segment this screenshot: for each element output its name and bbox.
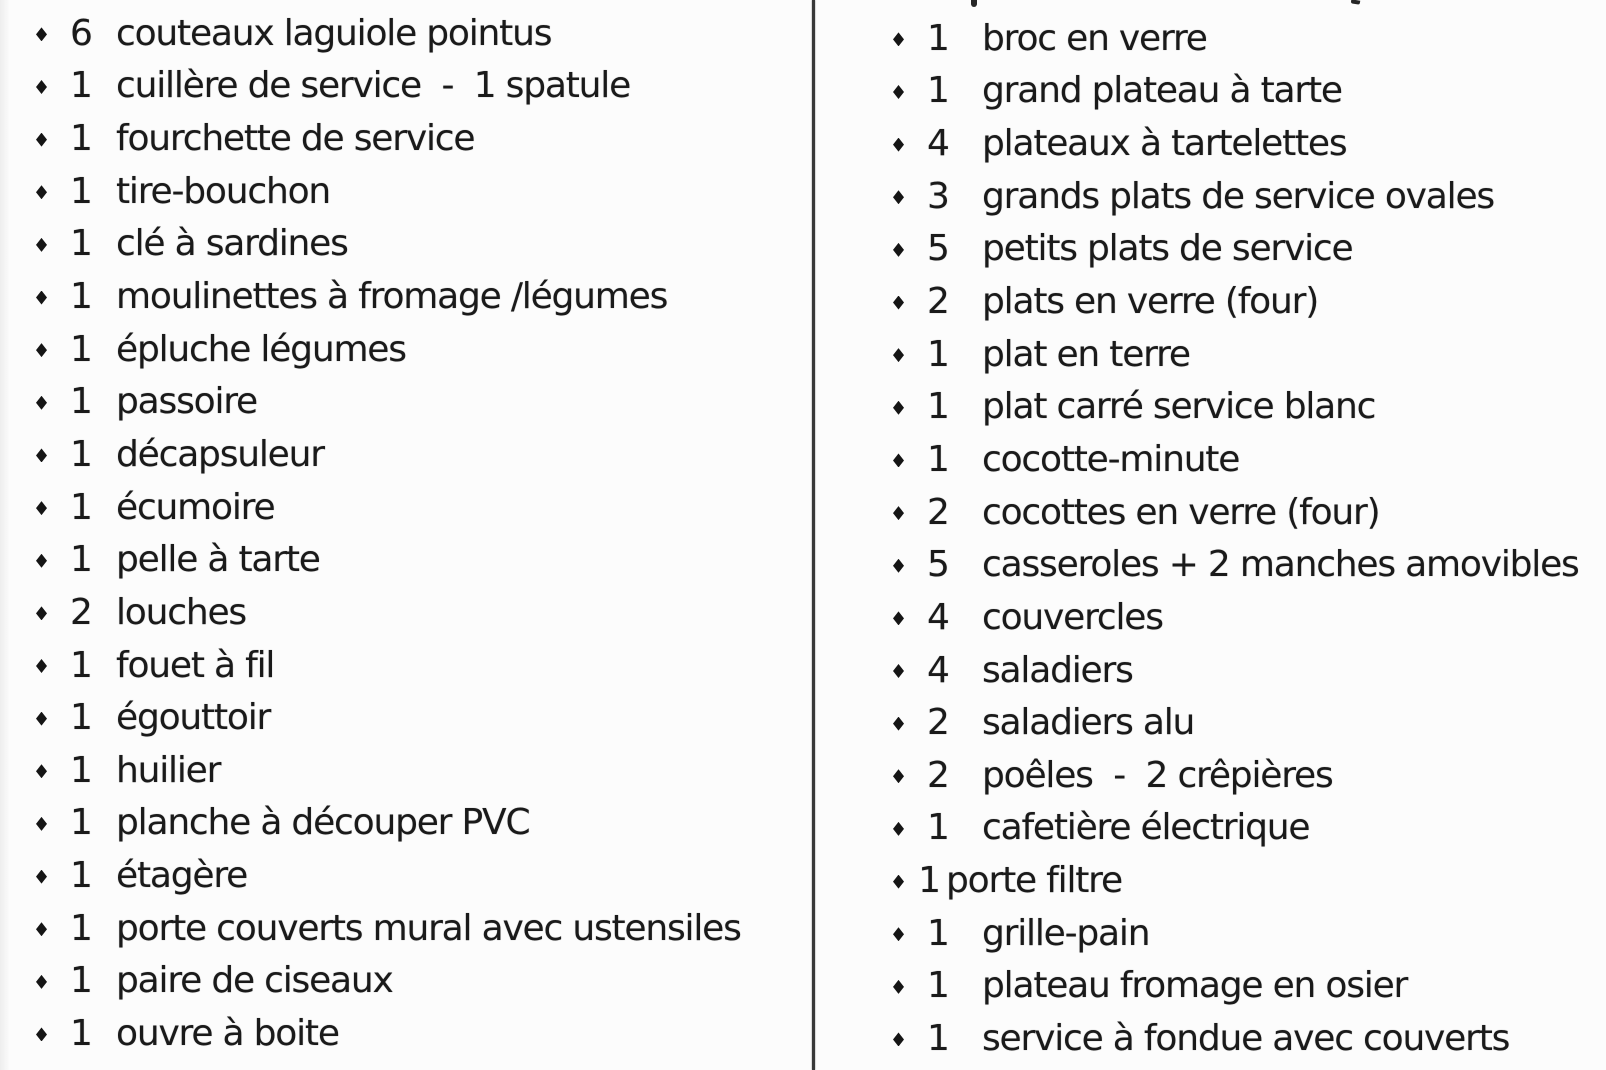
list-item	[36, 112, 741, 165]
list-item	[893, 65, 1579, 118]
diamond-bullet-icon	[893, 506, 904, 520]
diamond-bullet-icon	[36, 1027, 47, 1041]
item-label: plateaux à tartelettes	[982, 123, 1347, 165]
diamond-bullet-icon	[893, 348, 904, 362]
item-quantity: 1	[927, 438, 949, 480]
item-quantity: 1	[70, 170, 92, 212]
list-item	[893, 170, 1579, 223]
item-label: huilier	[116, 749, 221, 791]
item-quantity: 1	[927, 965, 949, 1007]
item-quantity: 1	[70, 433, 92, 475]
diamond-bullet-icon	[36, 712, 47, 726]
item-label: décapsuleur	[116, 433, 324, 475]
diamond-bullet-icon	[893, 664, 904, 678]
item-label: couvercles	[982, 596, 1163, 638]
diamond-bullet-icon	[36, 80, 47, 94]
item-quantity: 1	[927, 386, 949, 428]
item-label: saladiers	[982, 649, 1133, 691]
diamond-bullet-icon	[36, 291, 47, 305]
list-item	[36, 691, 741, 744]
item-label: cocotte-minute	[982, 438, 1240, 480]
item-quantity: 1	[70, 539, 92, 581]
list-item	[36, 533, 741, 586]
diamond-bullet-icon	[36, 501, 47, 515]
item-label: plats en verre (four)	[982, 281, 1319, 323]
item-quantity: 1	[927, 333, 949, 375]
list-item	[893, 591, 1579, 644]
item-label: broc en verre	[982, 17, 1207, 59]
item-label: grand plateau à tarte	[982, 70, 1342, 112]
item-quantity: 5	[927, 228, 949, 270]
item-quantity: 1	[70, 328, 92, 370]
item-label: tire-bouchon	[116, 170, 331, 212]
item-label: plat en terre	[982, 333, 1190, 375]
item-label: louches	[116, 591, 246, 633]
diamond-bullet-icon	[893, 243, 904, 257]
list-item	[36, 165, 741, 218]
item-label: plateau fromage en osier	[982, 965, 1408, 1007]
item-label: moulinettes à fromage /légumes	[116, 276, 668, 318]
diamond-bullet-icon	[893, 875, 904, 889]
diamond-bullet-icon	[36, 448, 47, 462]
list-item	[893, 486, 1579, 539]
item-label: couteaux laguiole pointus	[116, 12, 552, 54]
list-item	[36, 639, 741, 692]
item-label: fourchette de service	[116, 118, 475, 160]
list-item	[36, 375, 741, 428]
item-quantity: 5	[927, 544, 949, 586]
item-label: porte couverts mural avec ustensiles	[116, 907, 741, 949]
item-quantity: 2	[927, 491, 949, 533]
item-quantity: 1	[70, 381, 92, 423]
diamond-bullet-icon	[893, 769, 904, 783]
cutoff-glyph-fragment	[971, 0, 977, 7]
diamond-bullet-icon	[893, 717, 904, 731]
item-label: écumoire	[116, 486, 275, 528]
diamond-bullet-icon	[36, 238, 47, 252]
diamond-bullet-icon	[36, 922, 47, 936]
item-quantity: 1	[918, 860, 940, 902]
list-item	[36, 586, 741, 639]
inventory-column-right	[893, 12, 1579, 1065]
diamond-bullet-icon	[36, 343, 47, 357]
item-label: pelle à tarte	[116, 539, 320, 581]
list-item	[36, 60, 741, 113]
diamond-bullet-icon	[36, 659, 47, 673]
item-quantity: 1	[927, 70, 949, 112]
list-item	[36, 1007, 741, 1060]
item-quantity: 4	[927, 649, 949, 691]
item-quantity: 1	[70, 118, 92, 160]
list-item	[893, 960, 1579, 1013]
item-label: porte filtre	[946, 860, 1122, 902]
item-label: égouttoir	[116, 697, 271, 739]
diamond-bullet-icon	[893, 611, 904, 625]
item-quantity: 2	[927, 281, 949, 323]
item-label: fouet à fil	[116, 644, 275, 686]
item-label: planche à découper PVC	[116, 802, 530, 844]
list-item	[36, 744, 741, 797]
diamond-bullet-icon	[36, 27, 47, 41]
item-label: service à fondue avec couverts	[982, 1017, 1510, 1059]
diamond-bullet-icon	[893, 32, 904, 46]
diamond-bullet-icon	[893, 401, 904, 415]
item-quantity: 1	[70, 960, 92, 1002]
list-item	[893, 275, 1579, 328]
list-item	[893, 433, 1579, 486]
item-quantity: 1	[70, 907, 92, 949]
list-item	[36, 218, 741, 271]
item-quantity: 1	[70, 486, 92, 528]
item-label: plat carré service blanc	[982, 386, 1376, 428]
diamond-bullet-icon	[893, 296, 904, 310]
list-item	[893, 12, 1579, 65]
item-label: casseroles + 2 manches amovibles	[982, 544, 1579, 586]
diamond-bullet-icon	[893, 822, 904, 836]
list-item	[893, 328, 1579, 381]
item-label: clé à sardines	[116, 223, 348, 265]
item-quantity: 6	[70, 12, 92, 54]
item-label: cafetière électrique	[982, 807, 1310, 849]
list-item	[893, 907, 1579, 960]
list-item	[36, 7, 741, 60]
item-label: grille-pain	[982, 912, 1150, 954]
list-item	[893, 538, 1579, 591]
item-quantity: 1	[70, 223, 92, 265]
item-label: saladiers alu	[982, 702, 1195, 744]
diamond-bullet-icon	[893, 453, 904, 467]
list-item	[36, 849, 741, 902]
item-quantity: 2	[927, 702, 949, 744]
diamond-bullet-icon	[893, 138, 904, 152]
list-item	[893, 223, 1579, 276]
item-quantity: 1	[70, 697, 92, 739]
diamond-bullet-icon	[36, 133, 47, 147]
list-item	[36, 955, 741, 1008]
list-item	[893, 854, 1579, 907]
item-label: petits plats de service	[982, 228, 1353, 270]
item-quantity: 1	[927, 17, 949, 59]
item-quantity: 2	[70, 591, 92, 633]
item-label: épluche légumes	[116, 328, 406, 370]
list-item	[893, 117, 1579, 170]
list-item	[893, 696, 1579, 749]
list-item	[893, 802, 1579, 855]
diamond-bullet-icon	[36, 554, 47, 568]
item-label: grands plats de service ovales	[982, 175, 1494, 217]
item-quantity: 2	[927, 754, 949, 796]
item-label: ouvre à boite	[116, 1012, 339, 1054]
diamond-bullet-icon	[36, 975, 47, 989]
diamond-bullet-icon	[36, 817, 47, 831]
list-item	[893, 1012, 1579, 1065]
item-quantity: 1	[70, 1012, 92, 1054]
item-quantity: 1	[70, 644, 92, 686]
item-label: étagère	[116, 855, 248, 897]
diamond-bullet-icon	[893, 1032, 904, 1046]
item-quantity: 1	[70, 749, 92, 791]
list-item	[36, 428, 741, 481]
item-label: cuillère de service - 1 spatule	[116, 65, 631, 107]
item-label: cocottes en verre (four)	[982, 491, 1380, 533]
list-item	[893, 749, 1579, 802]
diamond-bullet-icon	[36, 396, 47, 410]
list-item	[893, 380, 1579, 433]
list-item	[36, 270, 741, 323]
list-item	[36, 323, 741, 376]
item-label: poêles - 2 crêpières	[982, 754, 1333, 796]
item-quantity: 1	[70, 855, 92, 897]
diamond-bullet-icon	[893, 559, 904, 573]
diamond-bullet-icon	[36, 185, 47, 199]
diamond-bullet-icon	[893, 927, 904, 941]
diamond-bullet-icon	[36, 764, 47, 778]
item-quantity: 1	[70, 65, 92, 107]
diamond-bullet-icon	[893, 980, 904, 994]
list-item	[36, 797, 741, 850]
column-divider-line	[812, 0, 815, 1070]
scan-edge-shading	[0, 0, 10, 1070]
diamond-bullet-icon	[893, 190, 904, 204]
item-quantity: 4	[927, 596, 949, 638]
item-quantity: 1	[70, 276, 92, 318]
inventory-column-left	[36, 7, 741, 1060]
cutoff-glyph-fragment	[1351, 0, 1361, 5]
list-item	[36, 902, 741, 955]
diamond-bullet-icon	[893, 85, 904, 99]
list-item	[893, 644, 1579, 697]
item-quantity: 1	[927, 1017, 949, 1059]
item-quantity: 1	[927, 807, 949, 849]
list-item	[36, 481, 741, 534]
diamond-bullet-icon	[36, 606, 47, 620]
diamond-bullet-icon	[36, 870, 47, 884]
item-label: paire de ciseaux	[116, 960, 393, 1002]
item-label: passoire	[116, 381, 258, 423]
item-quantity: 3	[927, 175, 949, 217]
item-quantity: 4	[927, 123, 949, 165]
item-quantity: 1	[70, 802, 92, 844]
item-quantity: 1	[927, 912, 949, 954]
